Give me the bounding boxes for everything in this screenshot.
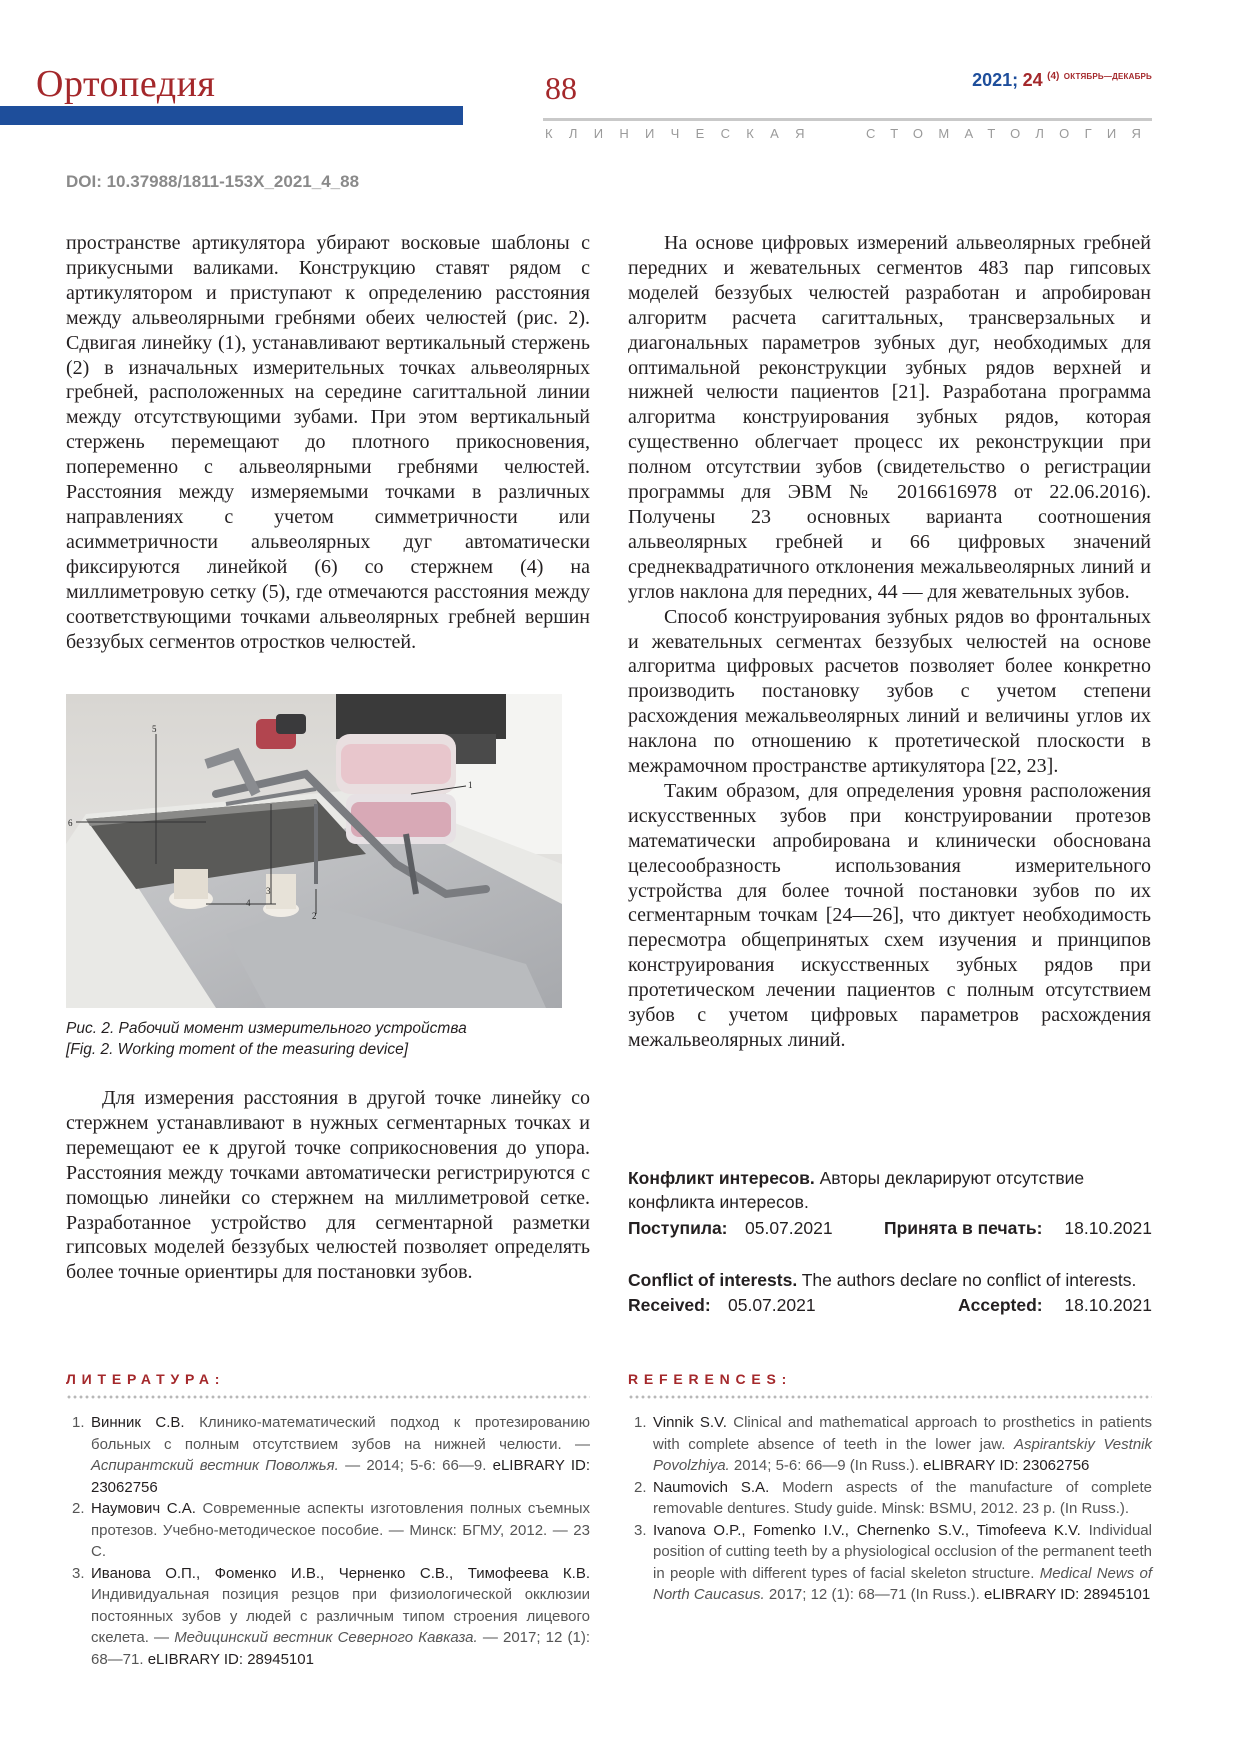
reference-item: 1. Vinnik S.V. Clinical and mathematical approach to prosthetics in patients with complete absence of teeth in the lower jaw. Aspirantskiy Vestnik Povolzhiya. 2014; 5-6: 66—9 (In Russ.). eLIBRARY ID: 23062756 [634, 1414, 1152, 1474]
figure-label: 1 [468, 780, 473, 790]
section-title: Ортопедия [36, 63, 216, 105]
references-heading: REFERENCES: [628, 1371, 793, 1387]
measuring-device-illustration [66, 694, 562, 1008]
dotted-divider [628, 1395, 1152, 1399]
page-number: 88 [545, 70, 577, 106]
figure-label: 2 [312, 911, 317, 921]
accepted-label-en: Accepted: [958, 1295, 1043, 1315]
journal-name-word2: СТОМАТОЛОГИЯ [866, 126, 1157, 141]
reference-item: 1. Винник С.В. Клинико-математический подход к протезированию больных с полным отсутствием зубов на нижней челюсти. — Аспирантский вестник Поволжья. — 2014; 5-6: 66—9. eLIBRARY ID: 23062756 [72, 1414, 591, 1496]
issue-number: (4) [1047, 71, 1060, 82]
issue-year: 2021; [972, 70, 1019, 90]
accepted-date-en: 18.10.2021 [1064, 1295, 1152, 1315]
journal-name-word1: КЛИНИЧЕСКАЯ [545, 126, 821, 141]
elibrary-id: eLIBRARY ID: 23062756 [91, 1457, 590, 1496]
figure-label: 5 [152, 724, 157, 734]
dates-en [628, 1293, 1152, 1317]
conflict-label-ru: Конфликт интересов. [628, 1168, 815, 1188]
figure-caption-en: [Fig. 2. Working moment of the measuring device] [66, 1041, 409, 1058]
figure-label: 6 [68, 818, 73, 828]
paragraph: Таким образом, для определения уровня расположения искусственных зубов при конструировании протезов математически апробирована и клинически обоснована целесообразность использования измерительного устройства для более точной постановки зубов по их сегментарным точкам [24—26], что диктует необходимость пересмотра общепринятых схем изучения и принципов конструирования искусственных зубных рядов при протетическом лечении пациентов с полным отсутствием зубов с учетом цифровых параметров расхождения межальвеолярных линий. [628, 779, 1151, 1051]
figure-caption [66, 1018, 467, 1060]
paragraph: Для измерения расстояния в другой точке линейку со стержнем устанавливают в нужных сегментарных точках и перемещают ее к другой точке соприкосновения до упора. Расстояния между точками автоматически регистрируются с помощью линейки со стержнем на миллиметровой сетке. Разработанное устройство для сегментарной разметки гипсовых моделей беззубых челюстей позволяет определять более точные ориентиры для постановки зубов. [66, 1087, 590, 1284]
received-date-en: 05.07.2021 [728, 1295, 816, 1315]
reference-item: 2. Наумович С.А. Современные аспекты изготовления полных съемных протезов. Учебно-методическое пособие. — Минск: БГМУ, 2012. — 23 С. [72, 1500, 591, 1560]
reference-item: 3. Иванова О.П., Фоменко И.В., Черненко С.В., Тимофеева К.В. Индивидуальная позиция резцов при физиологической окклюзии постоянных зубов у людей с различным типом строения лицевого скелета. — Медицинский вестник Северного Кавказа. — 2017; 12 (1): 68—71. eLIBRARY ID: 28945101 [72, 1564, 590, 1668]
literature-heading: ЛИТЕРАТУРА: [66, 1371, 226, 1387]
accepted-date-ru: 18.10.2021 [1064, 1218, 1152, 1238]
literature-list [66, 1412, 590, 1670]
references-list [628, 1412, 1152, 1606]
conflict-statement-ru [628, 1166, 1153, 1214]
paragraph: пространстве артикулятора убирают восковые шаблоны с прикусными валиками. Конструкцию ставят рядом с артикулятором и приступают к определению расстояния между альвеолярными гребнями обеих челюстей (рис. 2). Сдвигая линейку (1), устанавливают вертикальный стержень (2) в изначальных измерительных точках альвеолярных гребней, расположенных на середине сагиттальной линии между отсутствующими зубами. При этом вертикальный стержень перемещают до плотного прикосновения, попеременно с альвеолярными гребнями челюстей. Расстояния между измеряемыми точками в различных направлениях с учетом симметричности или асимметричности альвеолярных дуг автоматически фиксируются линейкой (6) со стержнем (4) на миллиметровую сетку (5), где отмечаются расстояния между соответствующими точками альвеолярных гребней вершин беззубых сегментов отростков челюстей. [66, 232, 590, 653]
header-rule [543, 118, 1152, 121]
dates-ru [628, 1216, 1152, 1240]
received-label-en: Received: [628, 1295, 711, 1315]
received-date-ru: 05.07.2021 [745, 1218, 833, 1238]
body-column-right [628, 231, 1151, 1053]
figure-label: 4 [246, 898, 251, 908]
elibrary-id: eLIBRARY ID: 23062756 [923, 1457, 1090, 1474]
elibrary-id: eLIBRARY ID: 28945101 [984, 1586, 1151, 1603]
body-column-left-bottom [66, 1086, 590, 1285]
conflict-label-en: Conflict of interests. [628, 1270, 798, 1290]
conflict-statement-en [628, 1268, 1158, 1292]
figure-label: 3 [266, 886, 271, 896]
paragraph: На основе цифровых измерений альвеолярных гребней передних и жевательных сегментов 483 пар гипсовых моделей беззубых челюстей разработан и апробирован алгоритм расчета сагиттальных, трансверзальных и диагональных параметров зубных дуг, необходимых для оптимальной реконструкции зубных рядов верхней и нижней челюсти пациентов [21]. Разработана программа алгоритма конструирования зубных рядов, которая существенно облегчает процесс их реконструкции при полном отсутствии зубов (свидетельство о регистрации программы для ЭВМ № 2016616978 от 22.06.2016). Получены 23 основных варианта соотношения альвеолярных гребней и 66 цифровых значений среднеквадратичного отклонения межальвеолярных линий и углов наклона для передних, 44 — для жевательных зубов. [628, 232, 1151, 603]
dotted-divider [66, 1395, 590, 1399]
paragraph: Способ конструирования зубных рядов во фронтальных и жевательных сегментах беззубых челюстей на основе алгоритма цифровых расчетов позволяет более конкретно производить постановку зубов с учетом степени расхождения межальвеолярных линий и величины углов их наклона по отношению к протетической плоскости в межрамочном пространстве артикулятора [22, 23]. [628, 605, 1151, 778]
conflict-text-ru: Авторы декларируют отсутствие конфликта интересов. [628, 1168, 1085, 1212]
doi: DOI: 10.37988/1811-153X_2021_4_88 [66, 172, 360, 191]
accepted-label-ru: Принята в печать: [884, 1218, 1043, 1238]
body-column-left-top [66, 231, 590, 654]
issue-info [972, 70, 1152, 91]
received-label-ru: Поступила: [628, 1218, 728, 1238]
conflict-text-en: The authors declare no conflict of interests. [801, 1270, 1137, 1290]
figure-photo [66, 694, 562, 1008]
header-accent-bar [0, 106, 463, 125]
elibrary-id: eLIBRARY ID: 28945101 [147, 1650, 314, 1668]
figure-caption-ru: Рис. 2. Рабочий момент измерительного устройства [66, 1020, 467, 1037]
reference-item: 3. Ivanova O.P., Fomenko I.V., Chernenko S.V., Timofeeva K.V. Individual position of cutting teeth by a physiological occlusion of the permanent teeth in people with different types of facial skeleton structure. Medical News of North Caucasus. 2017; 12 (1): 68—71 (In Russ.). eLIBRARY ID: 28945101 [634, 1521, 1153, 1603]
issue-volume: 24 [1022, 70, 1043, 90]
issue-months: ОКТЯБРЬ—ДЕКАБРЬ [1063, 72, 1152, 81]
reference-item: 2. Naumovich S.A. Modern aspects of the manufacture of complete removable dentures. Study guide. Minsk: BSMU, 2012. 23 p. (In Russ.). [634, 1478, 1152, 1517]
